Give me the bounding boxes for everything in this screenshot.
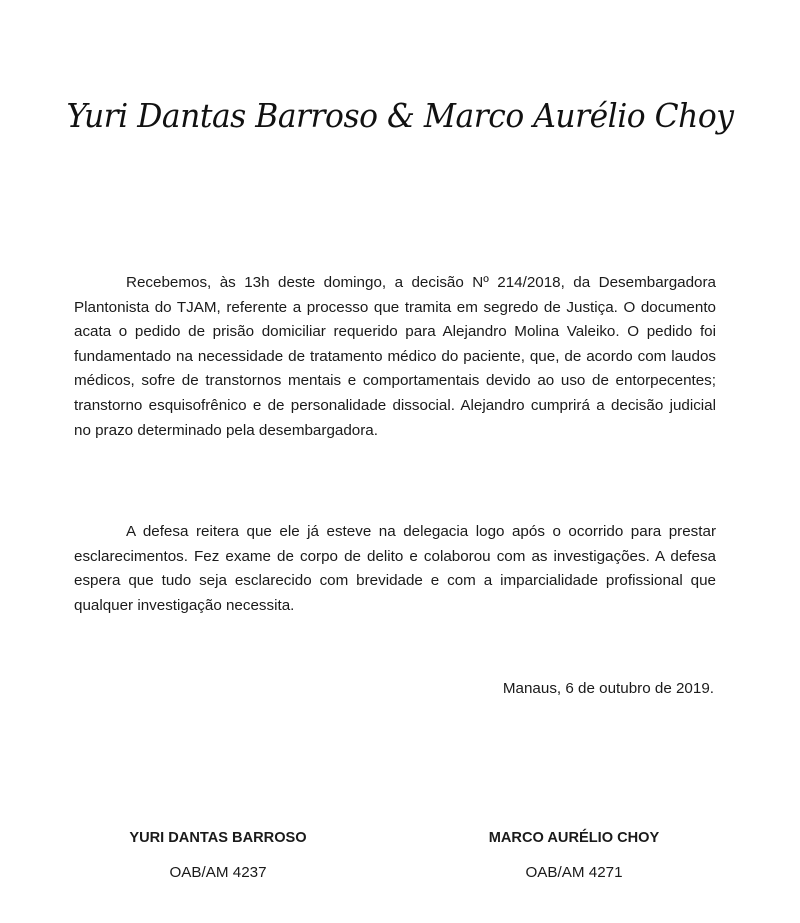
signatory-name-yuri: YURI DANTAS BARROSO <box>129 830 307 846</box>
body-paragraph-decision: Recebemos, às 13h deste domingo, a decisão Nº 214/2018, da Desembargadora Plantonista do TJAM, referente a processo que tramita em segredo de Justiça. O documento acata o pedido de prisão domiciliar requerido para Alejandro Molina Valeiko. O pedido foi fundamentado na necessidade de tratamento médico do paciente, que, de acordo com laudos médicos, sofre de transtornos mentais e comportamentais devido ao uso de entorpecentes; transtorno esquisofrênico e de personalidade dissocial. Alejandro cumprirá a decisão judicial no prazo determinado pela desembargadora. <box>74 274 716 439</box>
signatory-oab-marco: OAB/AM 4271 <box>525 864 623 881</box>
letterhead-title: Yuri Dantas Barroso & Marco Aurélio Choy <box>66 96 734 135</box>
signatory-name-marco: MARCO AURÉLIO CHOY <box>488 830 660 846</box>
body-paragraph-defense: A defesa reitera que ele já esteve na delegacia logo após o ocorrido para prestar esclarecimentos. Fez exame de corpo de delito e colaborou com as investigações. A defesa espera que tudo seja esclarecido com brevidade e com a imparcialidade profissional que qualquer investigação necessita. <box>74 523 716 614</box>
signatory-oab-yuri: OAB/AM 4237 <box>169 864 267 881</box>
dateline: Manaus, 6 de outubro de 2019. <box>502 680 714 697</box>
